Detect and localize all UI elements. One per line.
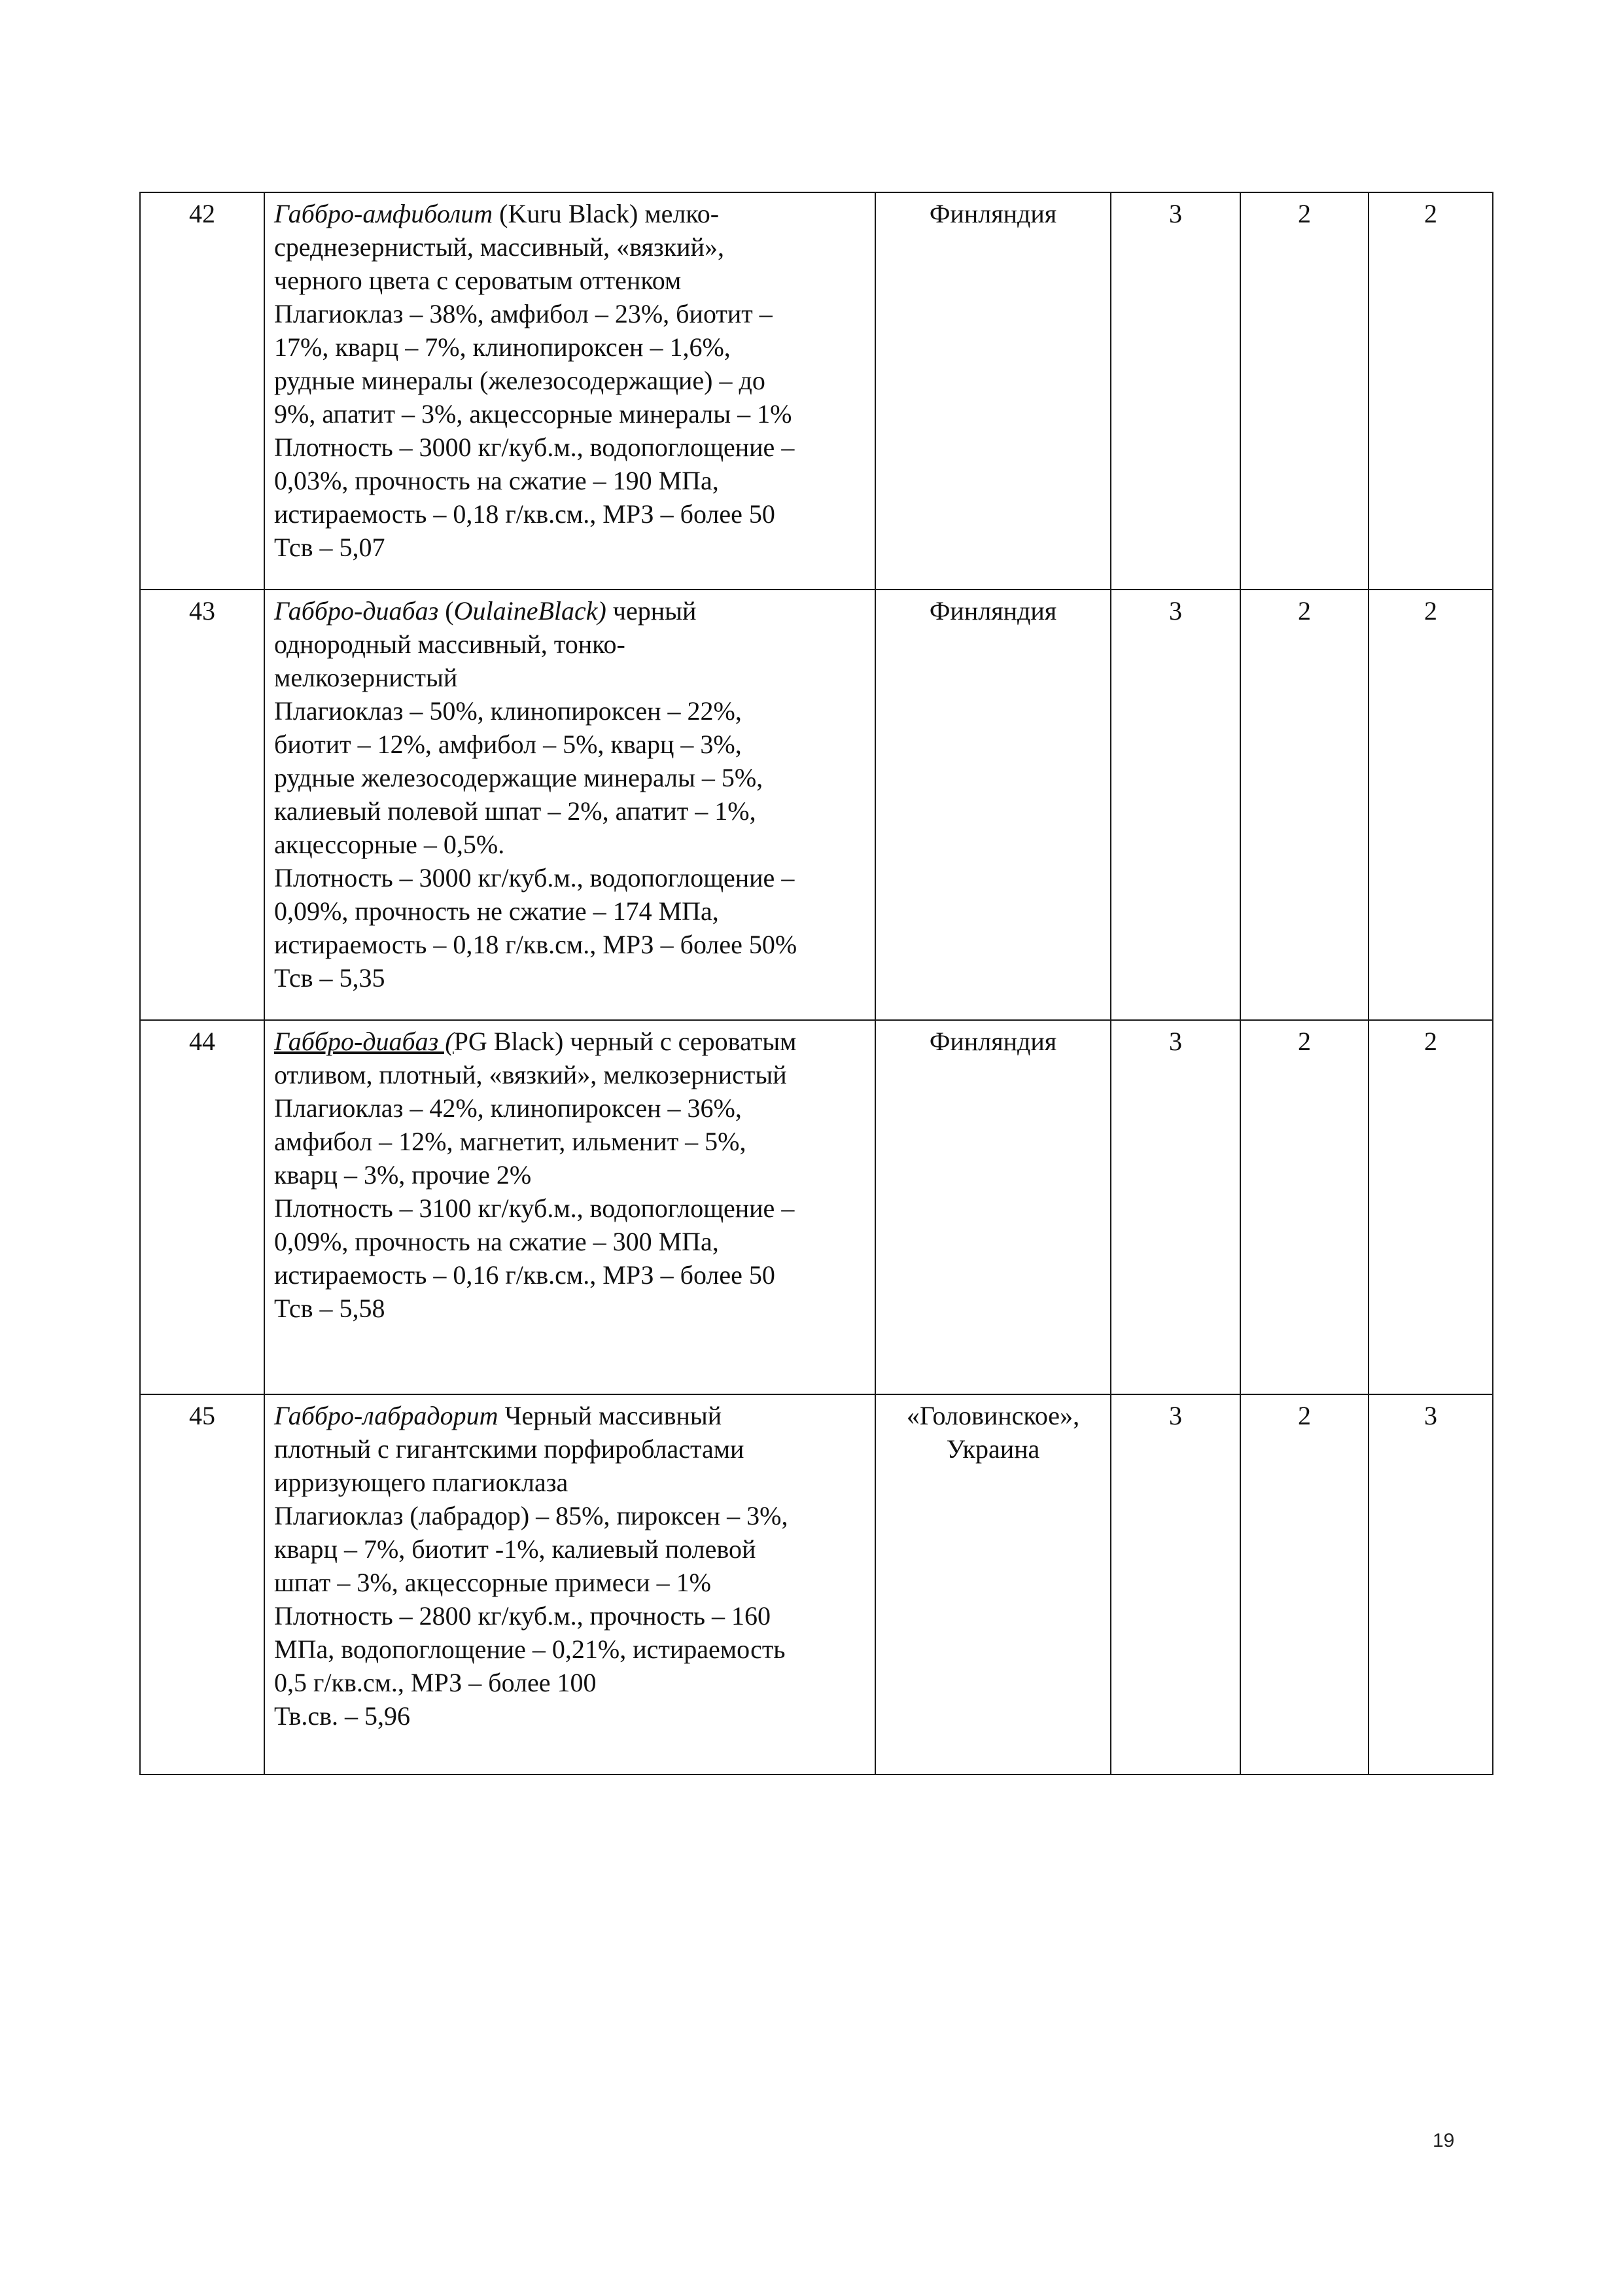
description-line: 9%, апатит – 3%, акцессорные минералы – 1% — [274, 399, 792, 429]
country-cell — [875, 1020, 1111, 1394]
description-text: черный — [606, 596, 697, 626]
description-line: Плотность – 3000 кг/куб.м., водопоглощение – — [274, 433, 795, 462]
description-line: Тсв – 5,35 — [274, 963, 385, 993]
description-line: кварц – 3%, прочие 2% — [274, 1160, 532, 1190]
description-line: истираемость – 0,16 г/кв.см., МРЗ – более 50 — [274, 1260, 775, 1290]
description-text: PG Black) черный с сероватым — [453, 1027, 797, 1056]
row-number-cell: 45 — [140, 1394, 264, 1775]
description-line: мелкозернистый — [274, 663, 458, 692]
table-row — [140, 1394, 1493, 1775]
country-line: Финляндия — [929, 596, 1057, 626]
description-line: МПа, водопоглощение – 0,21%, истираемость — [274, 1634, 786, 1664]
stone-name: Габбро-диабаз — [274, 596, 439, 626]
stone-description-cell — [264, 192, 875, 590]
description-text: Черный массивный — [498, 1401, 722, 1430]
description-line — [274, 1025, 865, 1058]
value-cell-3: 2 — [1369, 590, 1493, 1020]
description-line: истираемость – 0,18 г/кв.см., МРЗ – более 50% — [274, 930, 797, 959]
description-line: шпат – 3%, акцессорные примеси – 1% — [274, 1568, 711, 1597]
description-line: Тсв – 5,07 — [274, 533, 385, 562]
description-line: 17%, кварц – 7%, клинопироксен – 1,6%, — [274, 332, 731, 362]
table-row — [140, 1020, 1493, 1394]
description-line: истираемость – 0,18 г/кв.см., МРЗ – более 50 — [274, 499, 775, 529]
value-cell-2: 2 — [1240, 192, 1369, 590]
row-number-cell: 44 — [140, 1020, 264, 1394]
value-cell-1: 3 — [1111, 1020, 1240, 1394]
country-cell — [875, 590, 1111, 1020]
table-row — [140, 590, 1493, 1020]
value-cell-1: 3 — [1111, 192, 1240, 590]
stone-description-cell — [264, 1394, 875, 1775]
country-line: Украина — [946, 1434, 1040, 1464]
description-line: рудные минералы (железосодержащие) – до — [274, 366, 765, 395]
description-line: Тсв – 5,58 — [274, 1294, 385, 1323]
country-cell — [875, 192, 1111, 590]
brand-open: ( — [438, 596, 454, 626]
country-cell — [875, 1394, 1111, 1775]
description-line: 0,09%, прочность не сжатие – 174 МПа, — [274, 896, 719, 926]
country-line: Финляндия — [929, 1027, 1057, 1056]
value-cell-2: 2 — [1240, 590, 1369, 1020]
table-row — [140, 192, 1493, 590]
stone-description-cell — [264, 590, 875, 1020]
country-line: «Головинское», — [906, 1401, 1080, 1430]
description-line: Плотность – 3100 кг/куб.м., водопоглощение – — [274, 1193, 795, 1223]
value-cell-3: 2 — [1369, 1020, 1493, 1394]
description-line: Плагиоклаз – 50%, клинопироксен – 22%, — [274, 696, 742, 726]
value-cell-2: 2 — [1240, 1020, 1369, 1394]
description-line: кварц – 7%, биотит -1%, калиевый полевой — [274, 1534, 756, 1564]
description-text: (Kuru Black) мелко- — [493, 199, 720, 228]
stone-name: Габбро-амфиболит — [274, 199, 493, 228]
page-number: 19 — [1433, 2130, 1455, 2151]
description-line: плотный с гигантскими порфиробластами — [274, 1434, 744, 1464]
description-line: отливом, плотный, «вязкий», мелкозернистый — [274, 1060, 787, 1089]
brand-name: OulaineBlack) — [453, 596, 606, 626]
description-line: рудные железосодержащие минералы – 5%, — [274, 763, 763, 792]
row-number-cell: 42 — [140, 192, 264, 590]
description-line: 0,5 г/кв.см., МРЗ – более 100 — [274, 1668, 597, 1697]
description-line: Плотность – 2800 кг/куб.м., прочность – 160 — [274, 1601, 771, 1631]
description-line: акцессорные – 0,5%. — [274, 830, 505, 859]
description-line: ирризующего плагиоклаза — [274, 1468, 568, 1497]
row-number-cell: 43 — [140, 590, 264, 1020]
description-line: Плотность – 3000 кг/куб.м., водопоглощение – — [274, 863, 795, 892]
description-line: калиевый полевой шпат – 2%, апатит – 1%, — [274, 796, 756, 826]
value-cell-1: 3 — [1111, 590, 1240, 1020]
stone-name: Габбро-диабаз ( — [274, 1027, 454, 1056]
stone-name: Габбро-лабрадорит — [274, 1401, 498, 1430]
description-line: амфибол – 12%, магнетит, ильменит – 5%, — [274, 1127, 746, 1156]
description-line: Тв.св. – 5,96 — [274, 1701, 410, 1731]
country-line: Финляндия — [929, 199, 1057, 228]
value-cell-3: 3 — [1369, 1394, 1493, 1775]
description-line — [274, 197, 865, 230]
description-line — [274, 1399, 865, 1432]
description-line: Плагиоклаз (лабрадор) – 85%, пироксен – 3%, — [274, 1501, 788, 1530]
value-cell-1: 3 — [1111, 1394, 1240, 1775]
description-line: однородный массивный, тонко- — [274, 629, 625, 659]
value-cell-2: 2 — [1240, 1394, 1369, 1775]
description-line: 0,03%, прочность на сжатие – 190 МПа, — [274, 466, 719, 495]
description-line: 0,09%, прочность на сжатие – 300 МПа, — [274, 1227, 719, 1256]
description-line: биотит – 12%, амфибол – 5%, кварц – 3%, — [274, 730, 742, 759]
stone-description-cell — [264, 1020, 875, 1394]
description-line: среднезернистый, массивный, «вязкий», — [274, 232, 724, 262]
description-line: черного цвета с сероватым оттенком — [274, 266, 682, 295]
value-cell-3: 2 — [1369, 192, 1493, 590]
description-line: Плагиоклаз – 38%, амфибол – 23%, биотит – — [274, 299, 773, 328]
stone-specification-table — [139, 192, 1493, 1775]
description-line: Плагиоклаз – 42%, клинопироксен – 36%, — [274, 1093, 742, 1123]
description-line — [274, 594, 865, 627]
